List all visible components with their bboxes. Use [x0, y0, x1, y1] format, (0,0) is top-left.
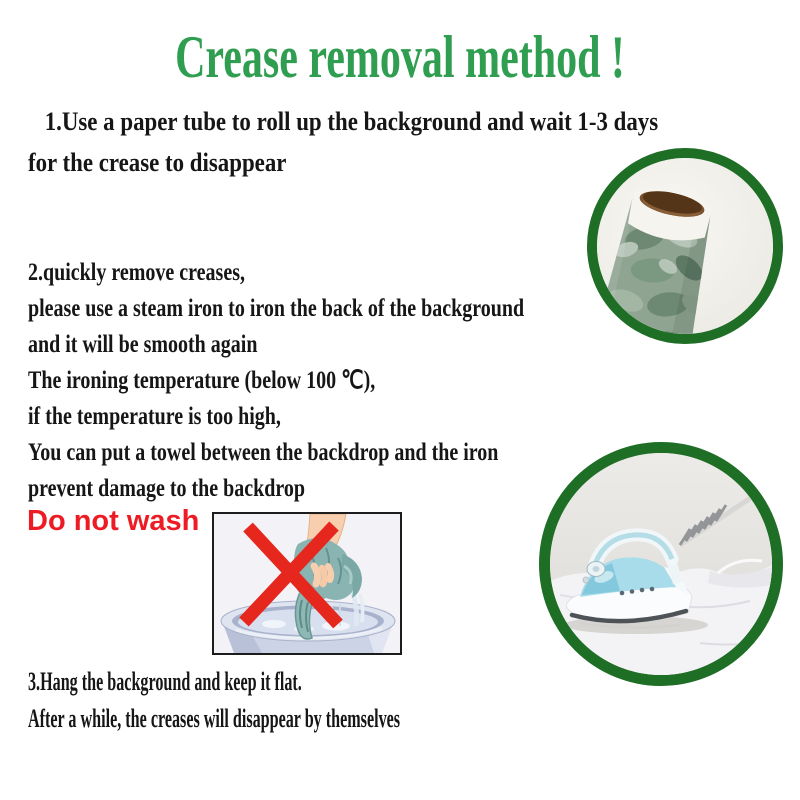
- steam-iron-photo: [539, 442, 783, 686]
- step2-line: You can put a towel between the backdrop and the iron: [28, 439, 499, 466]
- step2-line: if the temperature is too high,: [28, 403, 281, 430]
- hand-fingers: [314, 566, 331, 584]
- step1-line1: 1.Use a paper tube to roll up the background and wait 1-3 days: [44, 107, 659, 136]
- rolled-backdrop-photo: [587, 148, 783, 344]
- step2-line: The ironing temperature (below 100 ℃),: [28, 367, 376, 394]
- page-title: Crease removal method !: [175, 24, 625, 90]
- no-wash-illustration: [212, 512, 402, 655]
- rolled-backdrop-image: [597, 158, 773, 334]
- step1-line2: for the crease to disappear: [28, 148, 287, 177]
- wash-bucket-image: [214, 514, 400, 653]
- do-not-wash-label: Do not wash: [27, 505, 200, 537]
- step3-line1: 3.Hang the background and keep it flat.: [28, 667, 302, 696]
- step1-text: [28, 101, 658, 183]
- steam-iron-image: [550, 453, 772, 675]
- step3-line2: After a while, the creases will disappear by themselves: [28, 704, 401, 733]
- step2-line: 2.quickly remove creases,: [28, 259, 246, 286]
- step2-line: prevent damage to the backdrop: [28, 475, 306, 502]
- step2-line: please use a steam iron to iron the back of the background: [28, 295, 525, 322]
- step2-text: [28, 255, 524, 507]
- step2-line: and it will be smooth again: [28, 331, 258, 358]
- step3-text: [28, 663, 400, 737]
